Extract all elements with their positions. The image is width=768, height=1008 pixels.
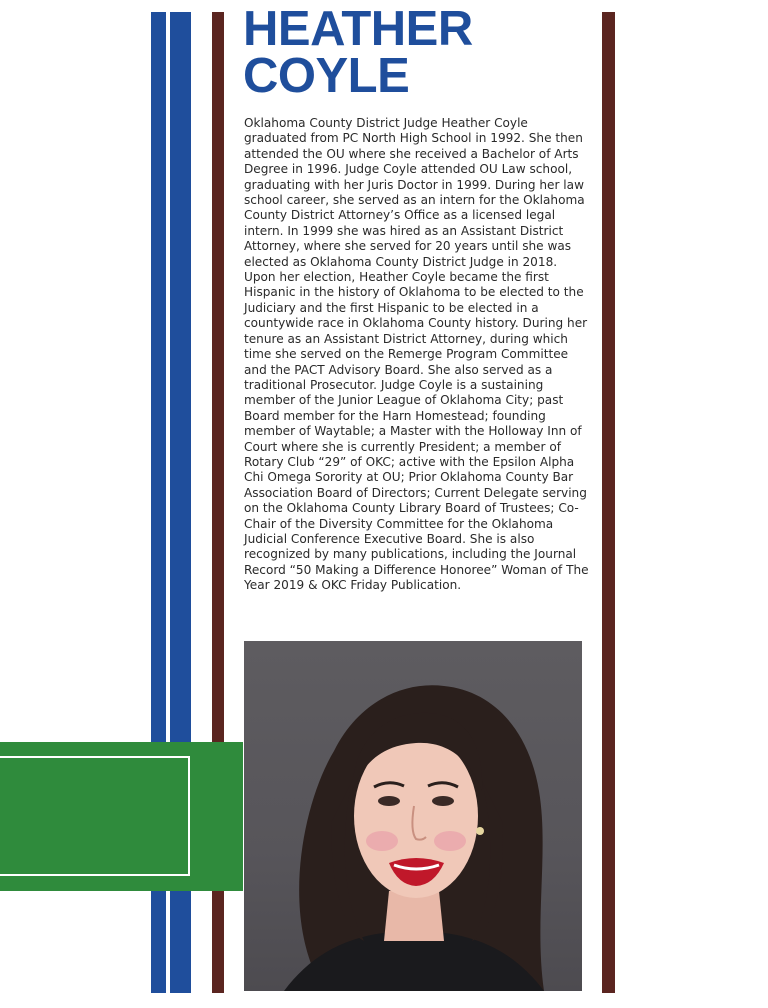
name-line-1: HEATHER bbox=[243, 2, 473, 56]
profile-bio: Oklahoma County District Judge Heather Coyle graduated from PC North High School in 1992. She then attended the OU where she received a Bachelor of Arts Degree in 1996. Judge Coyle attended OU Law school, graduating with her Juris Doctor in 1999. During her law school career, she served as an intern for the Oklahoma County District Attorney’s Office as a licensed legal intern. In 1999 she was hired as an Assistant District Attorney, where she served for 20 years until she was elected as Oklahoma County District Judge in 2018. Upon her election, Heather Coyle became the first Hispanic in the history of Oklahoma to be elected to the Judiciary and the first Hispanic to be elected in a countywide race in Oklahoma County history. During her tenure as an Assistant District Attorney, during which time she served on the Remerge Program Committee and the PACT Advisory Board. She also served as a traditional Prosecutor. Judge Coyle is a sustaining member of the Junior League of Oklahoma City; past Board member for the Harn Homestead; founding member of Waytable; a Master with the Holloway Inn of Court where she is currently President; a member of Rotary Club “29” of OKC; active with the Epsilon Alpha Chi Omega Sorority at OU; Prior Oklahoma County Bar Association Board of Directors; Current Delegate serving on the Oklahoma County Library Board of Trustees; Co-Chair of the Diversity Committee for the Oklahoma Judicial Conference Executive Board. She is also recognized by many publications, including the Journal Record “50 Making a Difference Honoree” Woman of The Year 2019 & OKC Friday Publication. bbox=[244, 116, 589, 593]
portrait-photo bbox=[244, 641, 582, 991]
profile-name bbox=[243, 2, 473, 103]
portrait-illustration bbox=[244, 641, 582, 991]
green-band-outline bbox=[0, 756, 190, 876]
name-line-2: COYLE bbox=[243, 49, 410, 103]
maroon-stripe-right bbox=[602, 12, 615, 993]
